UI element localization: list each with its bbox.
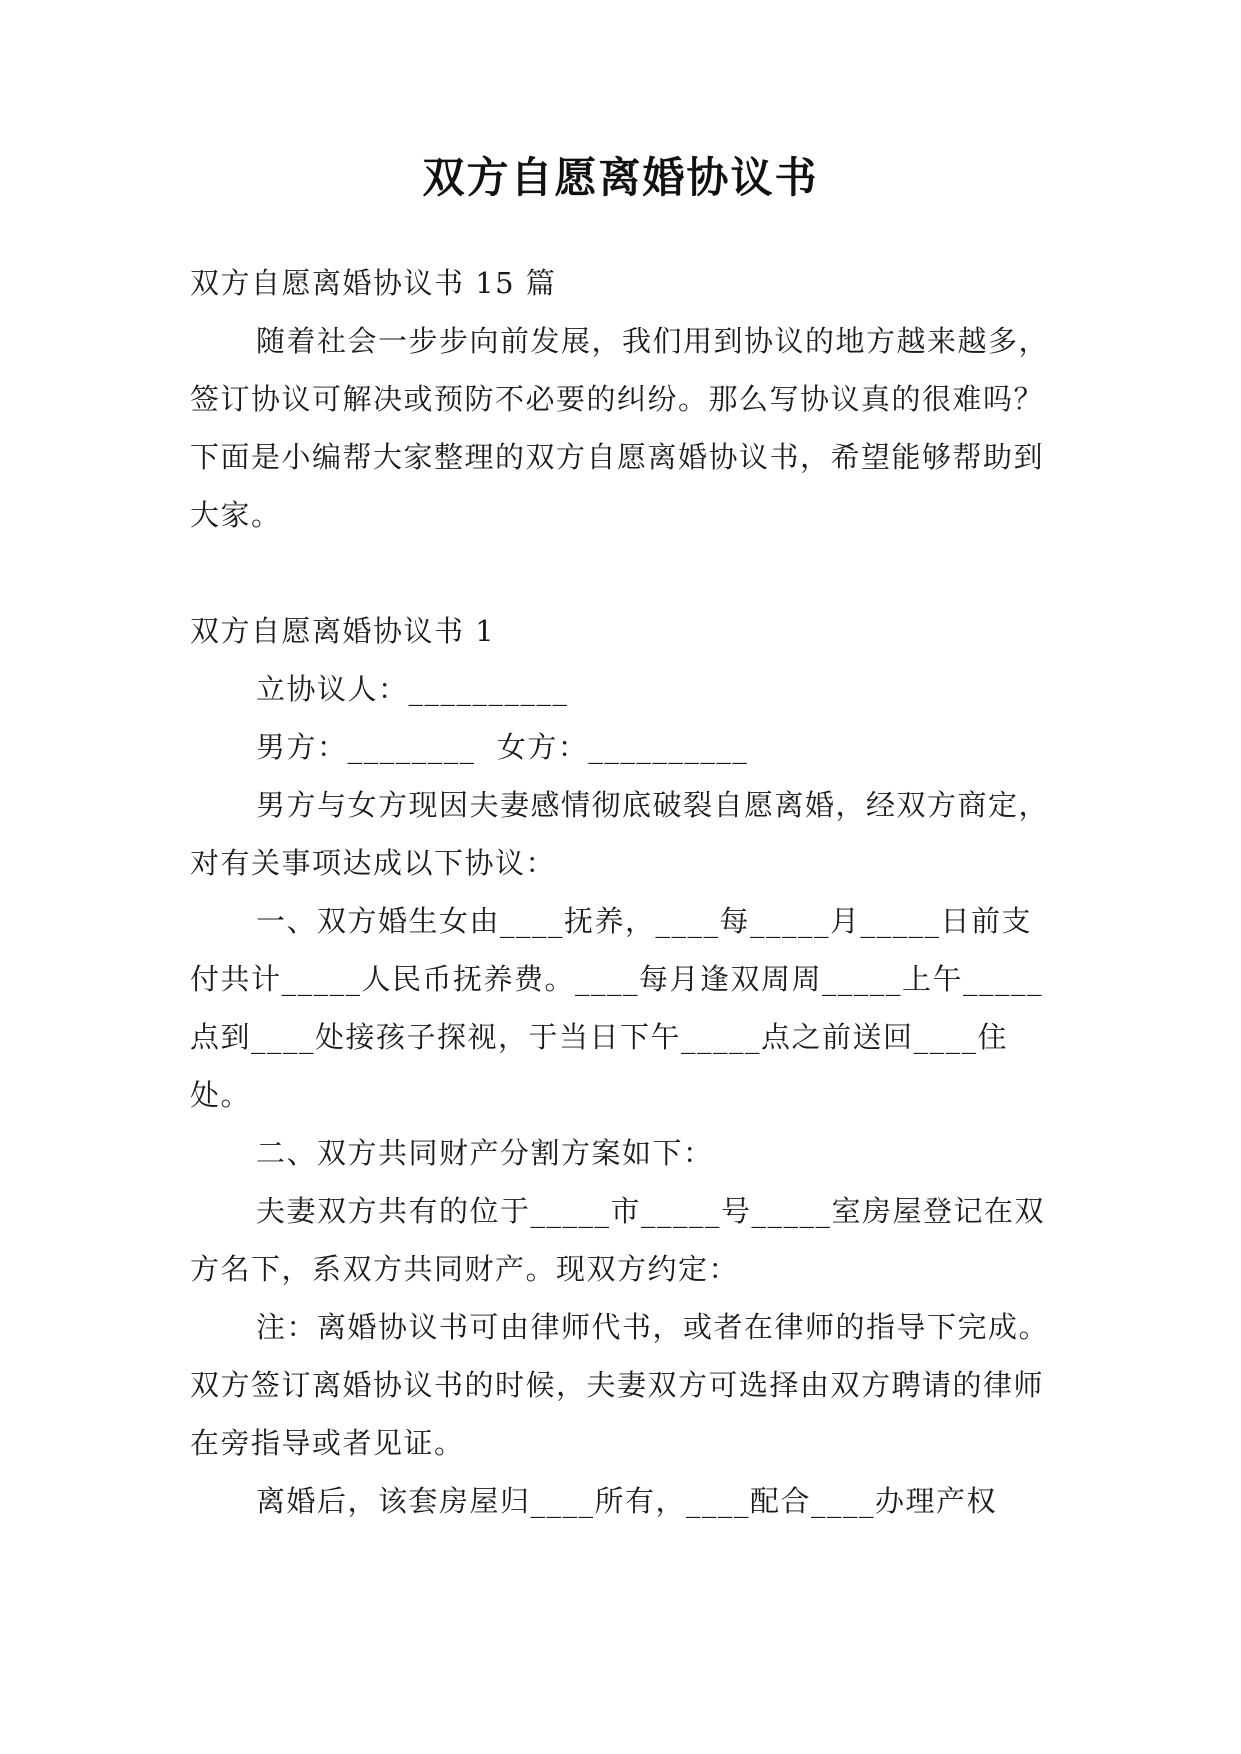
document-subtitle: 双方自愿离婚协议书 15 篇 bbox=[190, 266, 557, 300]
house-paragraph: 离婚后，该套房屋归____所有，____配合____办理产权 bbox=[256, 1484, 998, 1518]
property-paragraph: 夫妻双方共有的位于_____市_____号_____室房屋登记在双方名下，系双方共同财产。现双方约定： bbox=[190, 1194, 1046, 1286]
parties-line: 立协议人：__________ bbox=[256, 672, 569, 706]
section-heading: 双方自愿离婚协议书 1 bbox=[190, 614, 496, 648]
man-woman-line: 男方：________ 女方：__________ bbox=[256, 730, 749, 764]
intro-paragraph: 随着社会一步步向前发展，我们用到协议的地方越来越多，签订协议可解决或预防不必要的纠纷。那么写协议真的很难吗？下面是小编帮大家整理的双方自愿离婚协议书，希望能够帮助到大家。 bbox=[190, 324, 1050, 532]
clause-two-heading: 二、双方共同财产分割方案如下： bbox=[256, 1136, 714, 1170]
paragraph-spacer bbox=[190, 544, 1050, 602]
note-paragraph: 注：离婚协议书可由律师代书，或者在律师的指导下完成。双方签订离婚协议书的时候，夫妻双方可选择由双方聘请的律师在旁指导或者见证。 bbox=[190, 1310, 1050, 1460]
document-title: 双方自愿离婚协议书 bbox=[422, 153, 819, 202]
document-body bbox=[190, 254, 1050, 1530]
agreement-intro-paragraph: 男方与女方现因夫妻感情彻底破裂自愿离婚，经双方商定，对有关事项达成以下协议： bbox=[190, 788, 1050, 880]
clause-one-paragraph: 一、双方婚生女由____抚养，____每_____月_____日前支付共计_____人民币抚养费。____每月逢双周周_____上午_____点到____处接孩子探视，于当日下午_____点之前送回____住处。 bbox=[190, 904, 1044, 1112]
